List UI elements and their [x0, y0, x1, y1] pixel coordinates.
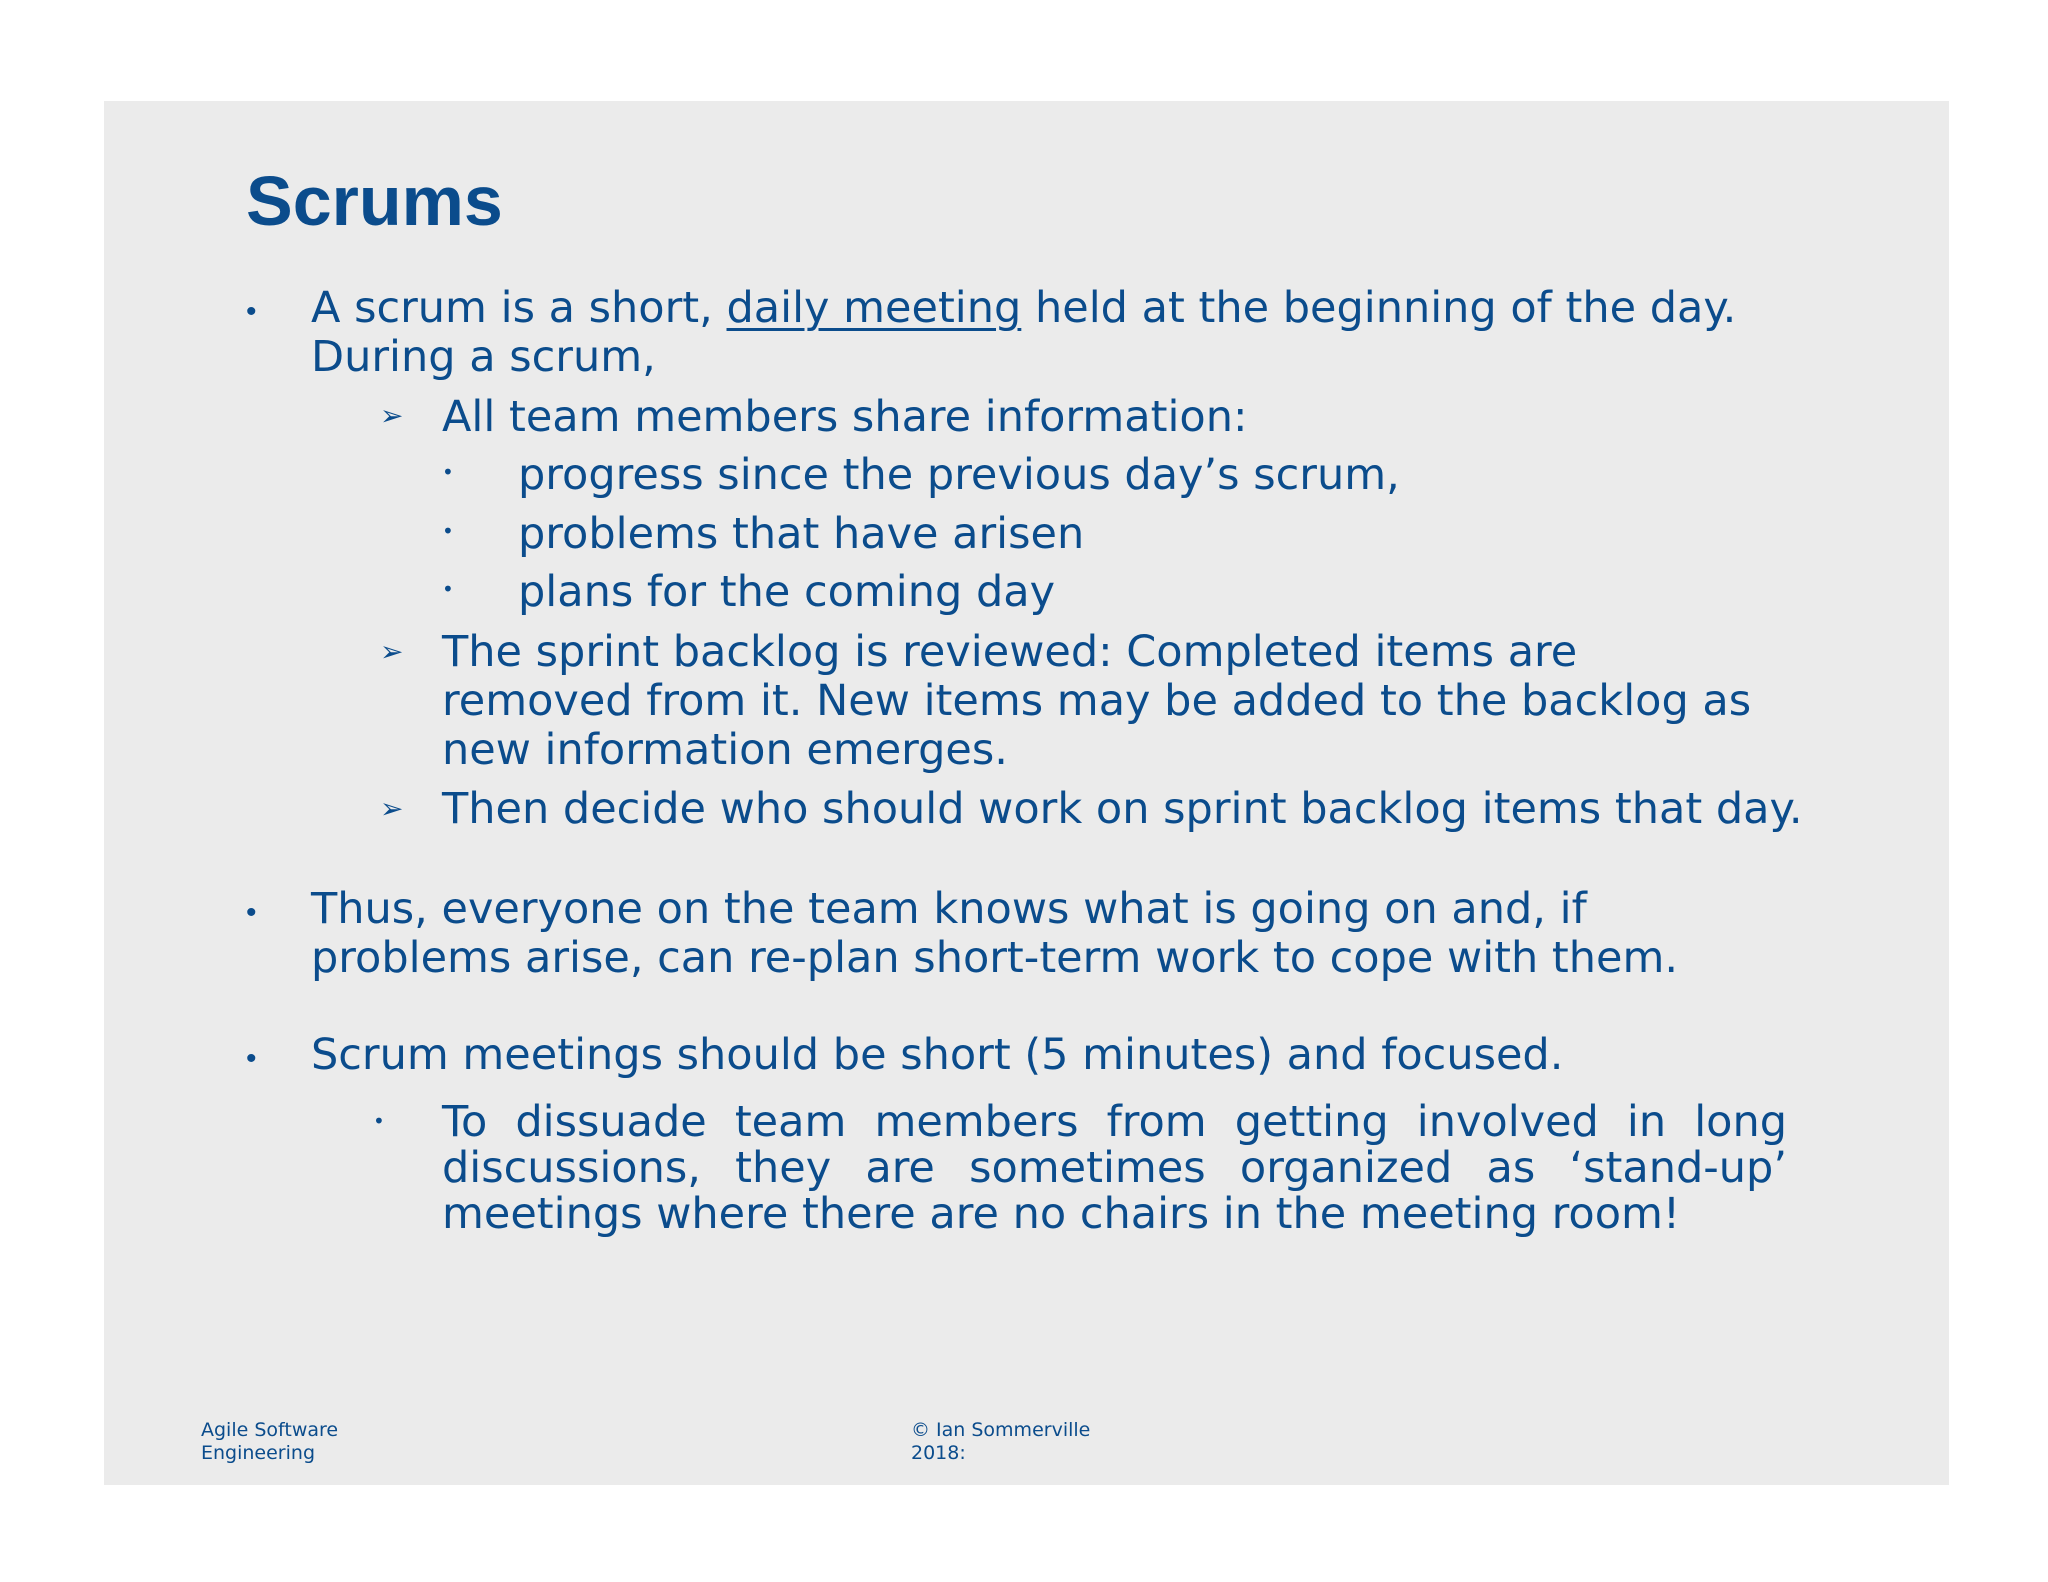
bullet-marker: •: [246, 1042, 257, 1075]
small-bullet-marker: •: [373, 1109, 385, 1133]
sub-item-share-information: All team members share information:: [442, 392, 1248, 442]
arrow-bullet-icon: ➢: [380, 399, 404, 432]
sub-item-backlog-reviewed: The sprint backlog is reviewed: Completed items are removed from it. New items may be added to the backlog as new information emerges.: [442, 627, 1752, 775]
arrow-bullet-icon: ➢: [380, 635, 404, 668]
bullet-everyone-knows: Thus, everyone on the team knows what is going on and, if problems arise, can re-plan short-term work to cope with them.: [311, 884, 1679, 983]
bullet-scrum-definition: [311, 284, 1811, 382]
footer-course-title: Agile Software Engineering: [201, 1419, 339, 1464]
small-bullet-marker: •: [442, 577, 454, 601]
small-bullet-marker: •: [442, 460, 454, 484]
sub-item-stand-up: To dissuade team members from getting involved in long discussions, they are sometimes organized as ‘stand-up’ meetings where there are no chairs in the meeting room!: [442, 1097, 1787, 1239]
bullet-text: A scrum is a short,: [311, 283, 727, 333]
bullet-marker: •: [246, 896, 257, 929]
slide: [104, 101, 1949, 1485]
bullet-short-meetings: Scrum meetings should be short (5 minutes) and focused.: [311, 1030, 1564, 1080]
info-item-plans: plans for the coming day: [518, 567, 1056, 617]
bullet-text-cont: held at the beginning of the day.: [1021, 283, 1737, 333]
footer-copyright: © Ian Sommerville 2018:: [911, 1419, 1091, 1464]
small-bullet-marker: •: [442, 519, 454, 543]
arrow-bullet-icon: ➢: [380, 792, 404, 825]
info-item-problems: problems that have arisen: [518, 509, 1085, 559]
bullet-marker: •: [246, 295, 257, 328]
sub-item-decide-work: Then decide who should work on sprint backlog items that day.: [442, 784, 1803, 834]
daily-meeting-link[interactable]: daily meeting: [726, 283, 1022, 333]
bullet-text-line2: During a scrum,: [311, 332, 656, 382]
slide-title: Scrums: [246, 162, 503, 240]
info-item-progress: progress since the previous day’s scrum,: [518, 450, 1400, 500]
